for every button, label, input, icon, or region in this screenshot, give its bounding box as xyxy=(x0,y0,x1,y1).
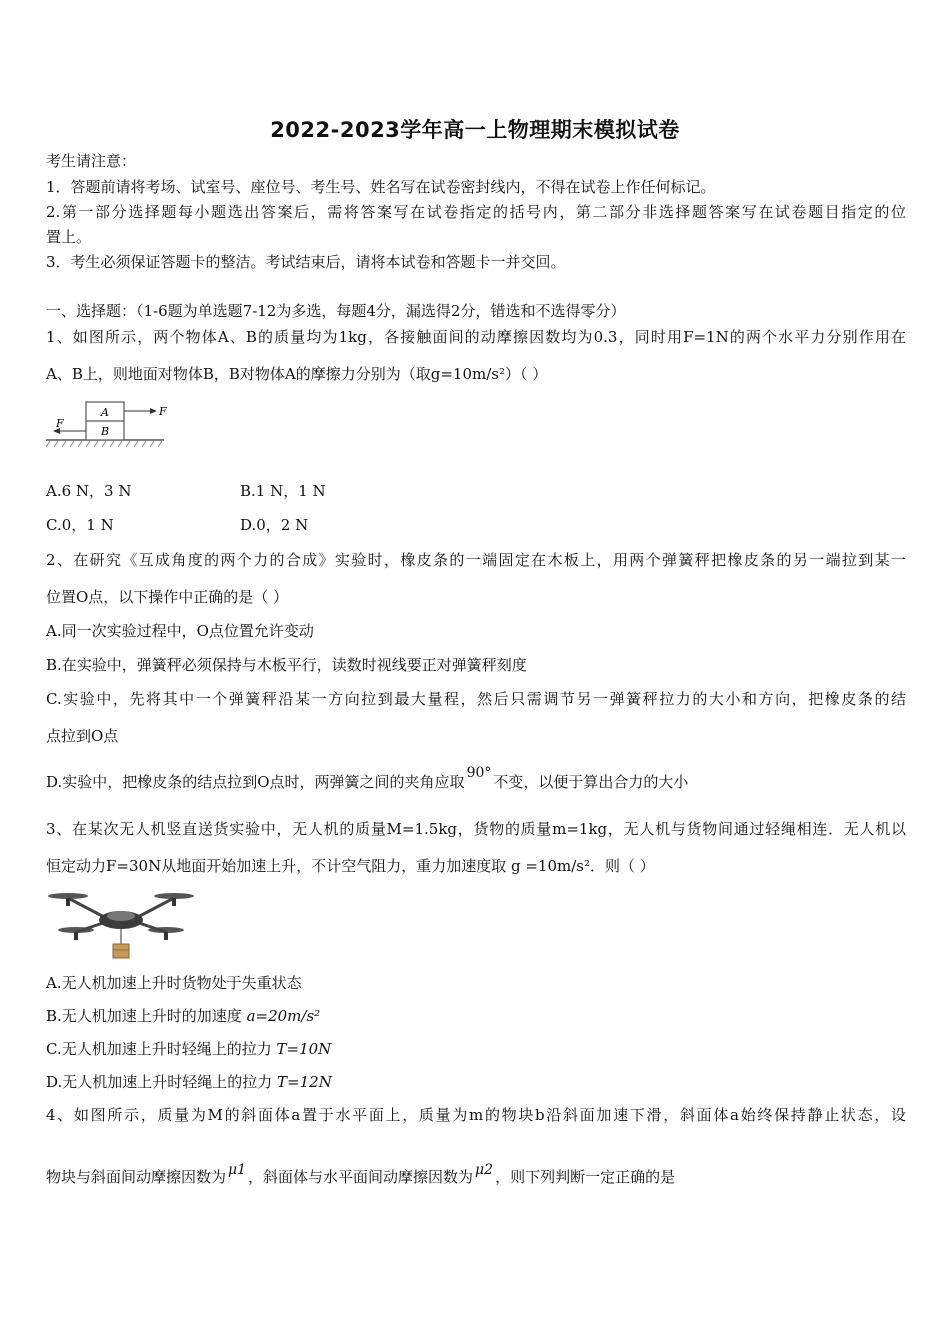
q4-stem-text-3: ，则下列判断一定正确的是 xyxy=(495,1168,676,1186)
q3-option-d-text: D.无人机加速上升时轻绳上的拉力 xyxy=(46,1073,273,1091)
q3-stem-line1: 3、在某次无人机竖直送货实验中，无人机的质量M=1.5kg，货物的质量m=1kg，无人机与货物间通过轻绳相连．无人机以 xyxy=(46,820,906,838)
q4-stem-text-2: ，斜面体与水平面间动摩擦因数为 xyxy=(248,1168,474,1186)
q2-option-c-line2: 点拉到O点 xyxy=(46,727,119,745)
drone-figure xyxy=(46,888,196,964)
q3-option-c-formula: T=10N xyxy=(276,1040,332,1058)
q3-option-a: A.无人机加速上升时货物处于失重状态 xyxy=(46,974,302,992)
q2-option-d xyxy=(46,765,906,794)
notice-heading: 考生请注意： xyxy=(46,152,137,170)
q1-blocks-figure xyxy=(46,396,176,452)
q4-mu1: μ1 xyxy=(228,1162,247,1178)
q3-option-d xyxy=(46,1071,906,1093)
q3-option-b-text: B.无人机加速上升时的加速度 xyxy=(46,1007,242,1025)
q2-stem-line2: 位置O点，以下操作中正确的是（ ） xyxy=(46,588,289,606)
q2-option-b: B.在实验中，弹簧秤必须保持与木板平行，读数时视线要正对弹簧秤刻度 xyxy=(46,656,527,674)
q2-option-c-line1: C.实验中，先将其中一个弹簧秤沿某一方向拉到最大量程，然后只需调节另一弹簧秤拉力的大小和方向，把橡皮条的结 xyxy=(46,690,906,708)
notice-item-3: 3．考生必须保证答题卡的整洁。考试结束后，请将本试卷和答题卡一并交回。 xyxy=(46,253,566,271)
notice-item-1: 1．答题前请将考场、试室号、座位号、考生号、姓名写在试卷密封线内，不得在试卷上作任何标记。 xyxy=(46,178,716,196)
q2-option-d-text-end: 不变，以便于算出合力的大小 xyxy=(493,773,689,791)
q3-option-d-formula: T=12N xyxy=(277,1073,332,1091)
q1-block-b-label: B xyxy=(100,425,110,438)
q3-option-c xyxy=(46,1038,906,1060)
q1-option-a: A.6 N，3 N xyxy=(46,482,132,500)
q1-force-left-label: F xyxy=(56,417,64,430)
q2-option-d-text: D.实验中，把橡皮条的结点拉到O点时，两弹簧之间的夹角应取 xyxy=(46,773,465,791)
q1-option-d: D.0，2 N xyxy=(240,516,309,534)
q4-mu2: μ2 xyxy=(475,1162,494,1178)
q3-option-b xyxy=(46,1005,906,1027)
q2-option-a: A.同一次实验过程中，O点位置允许变动 xyxy=(46,622,314,640)
q4-stem-line1: 4、如图所示，质量为M的斜面体a置于水平面上，质量为m的物块b沿斜面加速下滑，斜面体a始终保持静止状态，设 xyxy=(46,1106,906,1124)
q3-option-c-text: C.无人机加速上升时轻绳上的拉力 xyxy=(46,1040,272,1058)
q1-stem-line1: 1、如图所示，两个物体A、B的质量均为1kg，各接触面间的动摩擦因数均为0.3，同时用F=1N的两个水平力分别作用在 xyxy=(46,328,906,346)
page-title: 2022-2023学年高一上物理期末模拟试卷 xyxy=(270,118,680,142)
q2-angle-value: 90° xyxy=(466,765,492,781)
section-heading: 一、选择题：（1-6题为单选题7-12为多选，每题4分，漏选得2分，错选和不选得零分） xyxy=(46,302,626,320)
q3-option-b-formula: a=20m/s² xyxy=(246,1007,321,1025)
q4-stem-text-1: 物块与斜面间动摩擦因数为 xyxy=(46,1168,227,1186)
q1-option-b: B.1 N，1 N xyxy=(240,482,326,500)
q4-stem-line2 xyxy=(46,1162,906,1189)
notice-item-2: 2.第一部分选择题每小题选出答案后，需将答案写在试卷指定的括号内，第二部分非选择题答案写在试卷题目指定的位 xyxy=(46,203,906,221)
q3-stem-line2: 恒定动力F=30N从地面开始加速上升，不计空气阻力，重力加速度取 g =10m/s²．则（ ） xyxy=(46,857,655,875)
q2-stem-line1: 2、在研究《互成角度的两个力的合成》实验时，橡皮条的一端固定在木板上，用两个弹簧秤把橡皮条的另一端拉到某一 xyxy=(46,551,906,569)
q1-stem-line2: A、B上，则地面对物体B，B对物体A的摩擦力分别为（取g=10m/s²）（ ） xyxy=(46,365,548,383)
q1-block-a-label: A xyxy=(101,406,109,419)
q1-force-right-label: F xyxy=(159,405,167,418)
q1-option-c: C.0，1 N xyxy=(46,516,114,534)
notice-item-2-cont: 置上。 xyxy=(46,228,92,246)
